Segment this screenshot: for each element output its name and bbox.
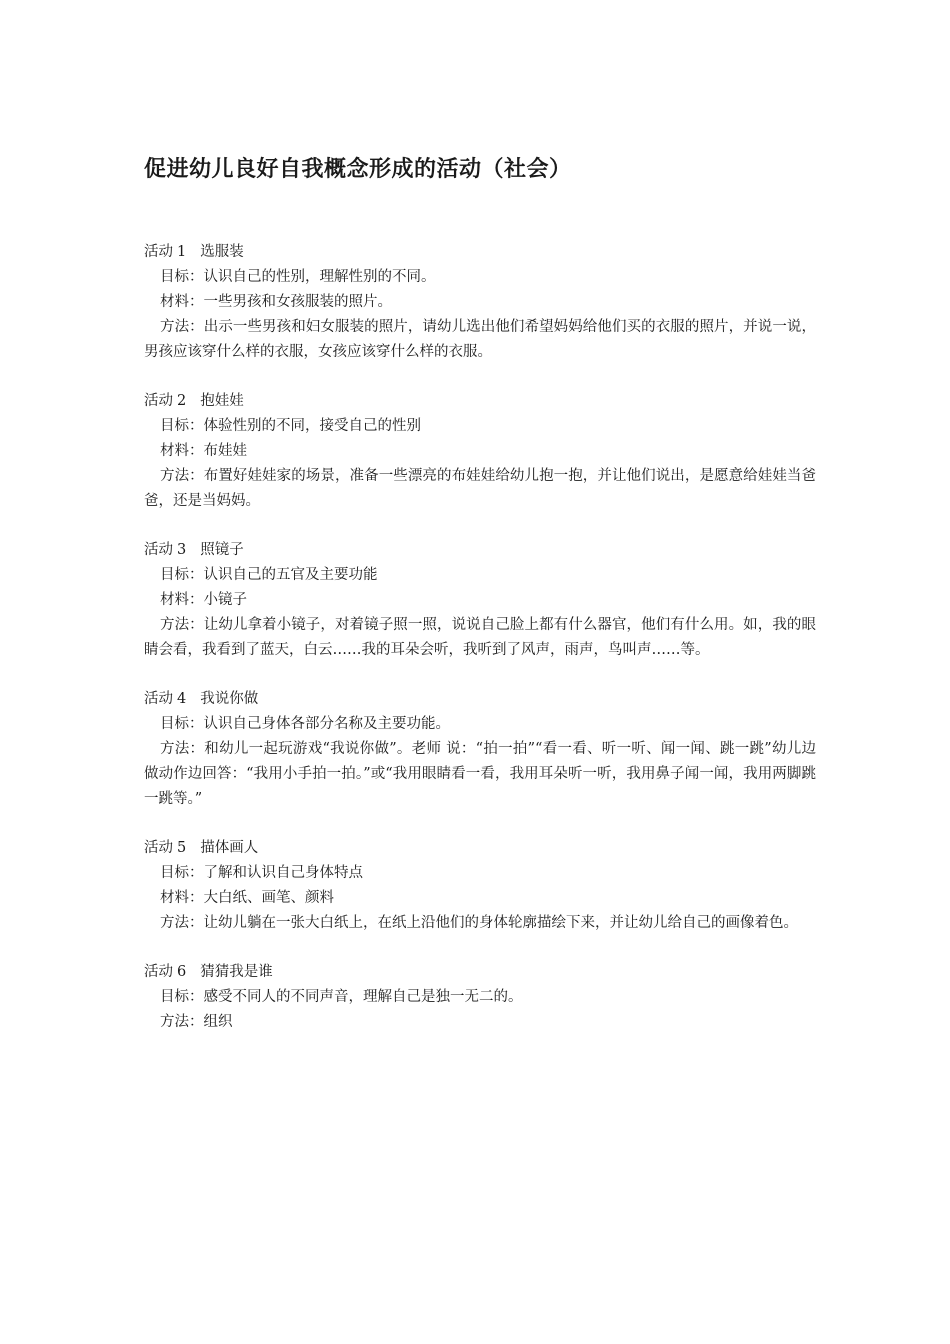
- activity-3: [144, 538, 816, 663]
- activity-name: 描体画人: [200, 840, 259, 856]
- document-title: 促进幼儿良好自我概念形成的活动（社会）: [144, 157, 572, 182]
- activity-heading: [144, 687, 816, 712]
- activity-goal: 目标：了解和认识自己身体特点: [160, 865, 363, 881]
- activity-material: 材料：一些男孩和女孩服装的照片。: [160, 294, 392, 310]
- activity-goal: 目标：认识自己身体各部分名称及主要功能。: [160, 716, 450, 732]
- activity-name: 猜猜我是谁: [200, 964, 273, 980]
- activity-number: 1: [177, 244, 187, 260]
- activity-number: 5: [177, 840, 187, 856]
- activity-label: 活动: [144, 393, 173, 409]
- activity-method: 方法：组织: [160, 1014, 233, 1030]
- activity-number: 6: [177, 964, 187, 980]
- activity-label: 活动: [144, 964, 173, 980]
- activity-heading: [144, 538, 816, 563]
- document-page: [144, 150, 816, 1059]
- activity-heading: [144, 240, 816, 265]
- activity-number: 3: [177, 542, 187, 558]
- activity-number: 4: [177, 691, 187, 707]
- activity-2: [144, 389, 816, 514]
- activity-method: 方法：让幼儿拿着小镜子，对着镜子照一照，说说自己脸上都有什么器官，他们有什么用。如，我的眼睛会看，我看到了蓝天，白云……我的耳朵会听，我听到了风声，雨声，鸟叫声……等。: [144, 617, 816, 658]
- activity-label: 活动: [144, 691, 173, 707]
- activity-1: [144, 240, 816, 365]
- activity-name: 选服装: [200, 244, 244, 260]
- activity-goal: 目标：体验性别的不同，接受自己的性别: [160, 418, 421, 434]
- activity-4: [144, 687, 816, 812]
- activity-number: 2: [177, 393, 187, 409]
- activity-heading: [144, 960, 816, 985]
- activity-name: 照镜子: [200, 542, 244, 558]
- activity-method: 方法：和幼儿一起玩游戏“我说你做”。老师 说：“拍一拍”“看一看、听一听、闻一闻、跳一跳”幼儿边做动作边回答：“我用小手拍一拍。”或“我用眼睛看一看，我用耳朵听一听，我用鼻子闻一闻，我用两脚跳一跳等。”: [144, 741, 816, 807]
- activity-heading: [144, 836, 816, 861]
- activity-5: [144, 836, 816, 936]
- activity-goal: 目标：感受不同人的不同声音，理解自己是独一无二的。: [160, 989, 523, 1005]
- activity-goal: 目标：认识自己的性别，理解性别的不同。: [160, 269, 436, 285]
- activity-label: 活动: [144, 244, 173, 260]
- activity-name: 我说你做: [200, 691, 259, 707]
- activity-goal: 目标：认识自己的五官及主要功能: [160, 567, 378, 583]
- activity-material: 材料：小镜子: [160, 592, 247, 608]
- activity-method: 方法：布置好娃娃家的场景，准备一些漂亮的布娃娃给幼儿抱一抱，并让他们说出，是愿意给娃娃当爸爸，还是当妈妈。: [144, 468, 816, 509]
- activity-label: 活动: [144, 840, 173, 856]
- activity-name: 抱娃娃: [200, 393, 244, 409]
- activity-method: 方法：让幼儿躺在一张大白纸上，在纸上沿他们的身体轮廓描绘下来，并让幼儿给自己的画像着色。: [160, 915, 798, 931]
- activity-material: 材料：布娃娃: [160, 443, 247, 459]
- activity-label: 活动: [144, 542, 173, 558]
- activity-material: 材料：大白纸、画笔、颜料: [160, 890, 334, 906]
- activity-method: 方法：出示一些男孩和妇女服装的照片，请幼儿选出他们希望妈妈给他们买的衣服的照片，并说一说，男孩应该穿什么样的衣服，女孩应该穿什么样的衣服。: [144, 319, 816, 360]
- activity-6: [144, 960, 816, 1035]
- activity-heading: [144, 389, 816, 414]
